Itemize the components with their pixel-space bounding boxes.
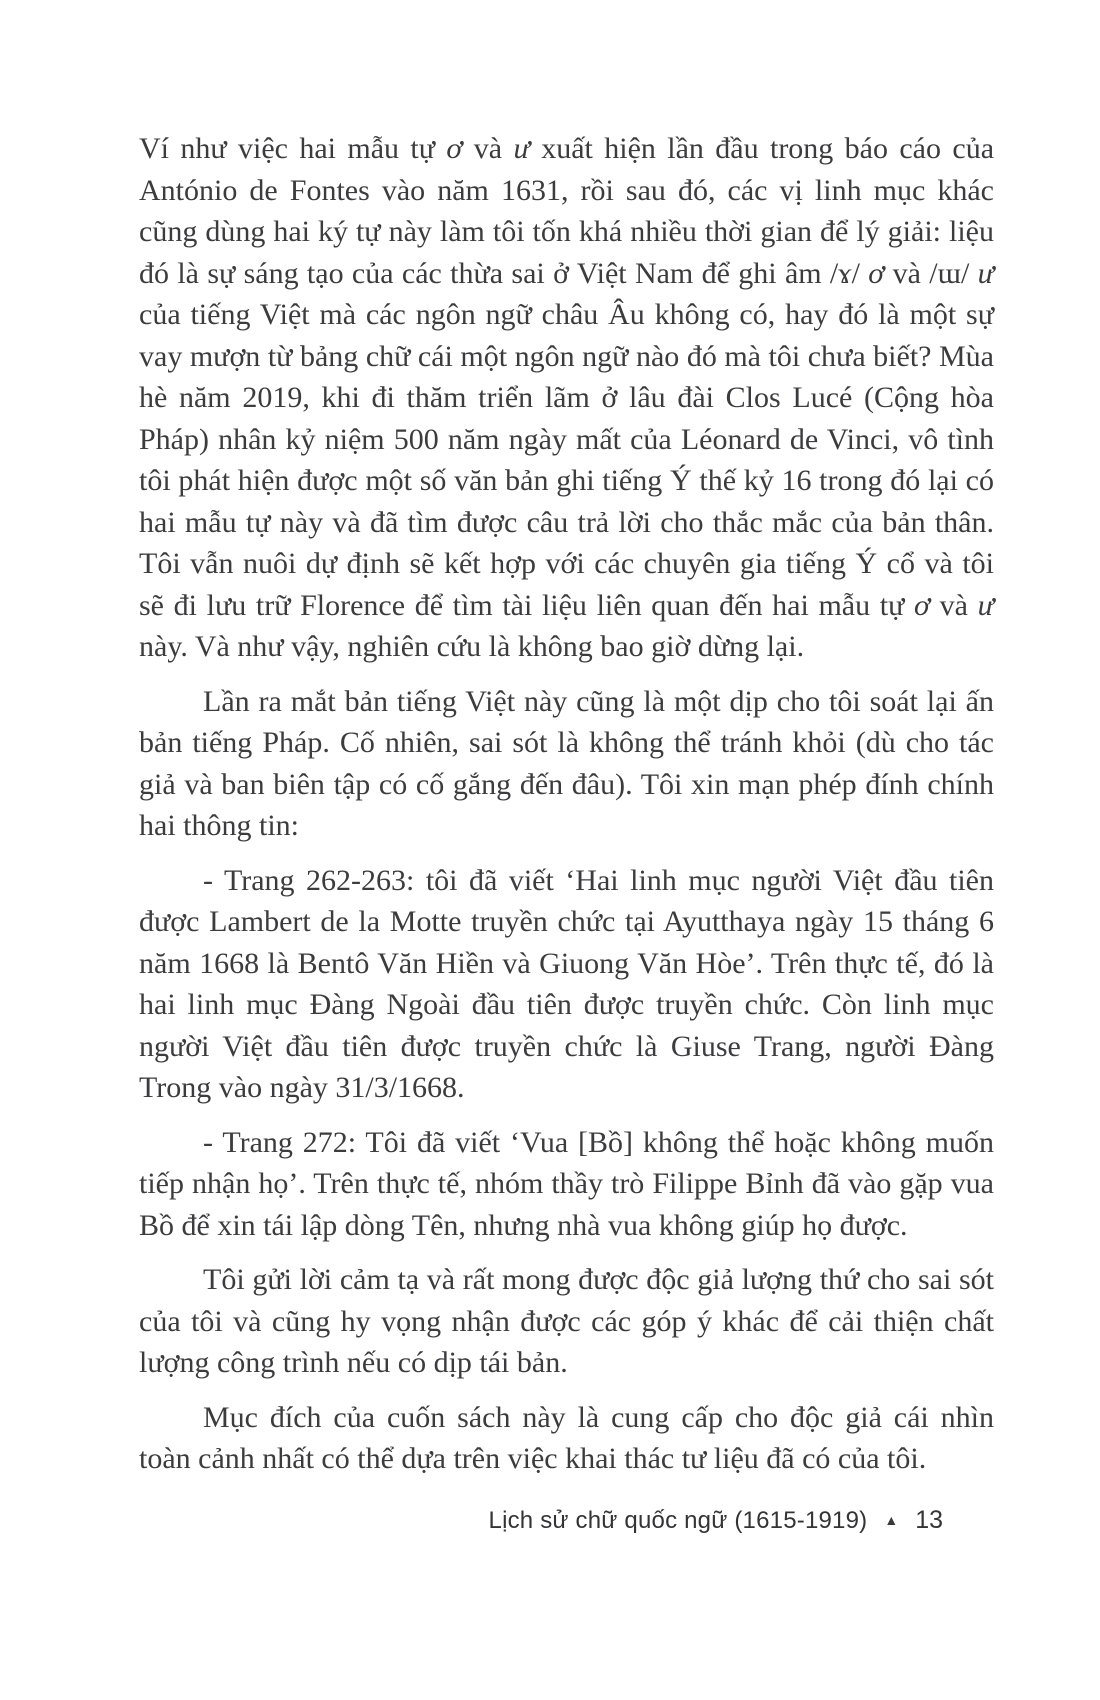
- text-run: Mục đích của cuốn sách này là cung cấp cho độc giả cái nhìn toàn cảnh nhất có thể dựa trên việc khai thác tư liệu đã có của tôi.: [139, 1400, 994, 1475]
- text-run: Lần ra mắt bản tiếng Việt này cũng là một dịp cho tôi soát lại ấn bản tiếng Pháp. Cố nhiên, sai sót là không thể tránh khỏi (dù cho tác giả và ban biên tập có cố gắng đến đâu). Tôi xin mạn phép đính chính hai thông tin:: [139, 684, 994, 842]
- text-run: Tôi gửi lời cảm tạ và rất mong được độc giả lượng thứ cho sai sót của tôi và cũng hy vọng nhận được các góp ý khác để cải thiện chất lượng công trình nếu có dịp tái bản.: [139, 1263, 994, 1379]
- paragraph: [139, 681, 994, 847]
- paragraph: [139, 1397, 994, 1480]
- text-run: ơ: [913, 588, 930, 622]
- text-run: ư: [513, 132, 530, 165]
- text-run: ơ: [868, 256, 885, 290]
- page-number: 13: [915, 1506, 943, 1534]
- text-run: Ví như việc hai mẫu tự: [139, 132, 447, 165]
- text-run: ơ: [446, 132, 463, 165]
- paragraph: [139, 860, 994, 1109]
- paragraph: [139, 1259, 994, 1384]
- page-body: [139, 128, 994, 1480]
- triangle-bullet-icon: ▲: [884, 1511, 899, 1528]
- text-run: và: [462, 132, 514, 165]
- running-title: Lịch sử chữ quốc ngữ (1615-1919): [488, 1506, 868, 1534]
- text-run: ư: [977, 588, 994, 622]
- text-run: ư: [977, 256, 994, 290]
- text-run: của tiếng Việt mà các ngôn ngữ châu Âu không có, hay đó là một sự vay mượn từ bảng chữ cái một ngôn ngữ nào đó mà tôi chưa biết? Mùa hè năm 2019, khi đi thăm triển lãm ở lâu đài Clos Lucé (Cộng hòa Pháp) nhân kỷ niệm 500 năm ngày mất của Léonard de Vinci, vô tình tôi phát hiện được một số văn bản ghi tiếng Ý thế kỷ 16 trong đó lại có hai mẫu tự này và đã tìm được câu trả lời cho thắc mắc của bản thân. Tôi vẫn nuôi dự định sẽ kết hợp với các chuyên gia tiếng Ý cổ và tôi sẽ đi lưu trữ Florence để tìm tài liệu liên quan đến hai mẫu tự: [139, 298, 994, 622]
- text-run: này. Và như vậy, nghiên cứu là không bao giờ dừng lại.: [139, 630, 805, 663]
- text-run: - Trang 262-263: tôi đã viết ‘Hai linh mục người Việt đầu tiên được Lambert de la Motte truyền chức tại Ayutthaya ngày 15 tháng 6 năm 1668 là Bentô Văn Hiền và Giuong Văn Hòe’. Trên thực tế, đó là hai linh mục Đàng Ngoài đầu tiên được truyền chức. Còn linh mục người Việt đầu tiên được truyền chức là Giuse Trang, người Đàng Trong vào ngày 31/3/1668.: [139, 863, 994, 1104]
- paragraph: [139, 128, 994, 668]
- page-footer: [489, 1506, 943, 1535]
- text-run: và: [930, 588, 978, 622]
- text-run: - Trang 272: Tôi đã viết ‘Vua [Bồ] không thể hoặc không muốn tiếp nhận họ’. Trên thực tế, nhóm thầy trò Filippe Bỉnh đã vào gặp vua Bồ để xin tái lập dòng Tên, nhưng nhà vua không giúp họ được.: [139, 1125, 994, 1242]
- text-run: và /ɯ/: [884, 256, 978, 290]
- paragraph: [139, 1122, 994, 1247]
- text-run: xuất hiện lần đầu trong báo cáo của António de Fontes vào năm 1631, rồi sau đó, các vị linh mục khác cũng dùng hai ký tự này làm tôi tốn khá nhiều thời gian để lý giải: liệu đó là sự sáng tạo của các thừa sai ở Việt Nam để ghi âm /ɤ/: [139, 132, 995, 290]
